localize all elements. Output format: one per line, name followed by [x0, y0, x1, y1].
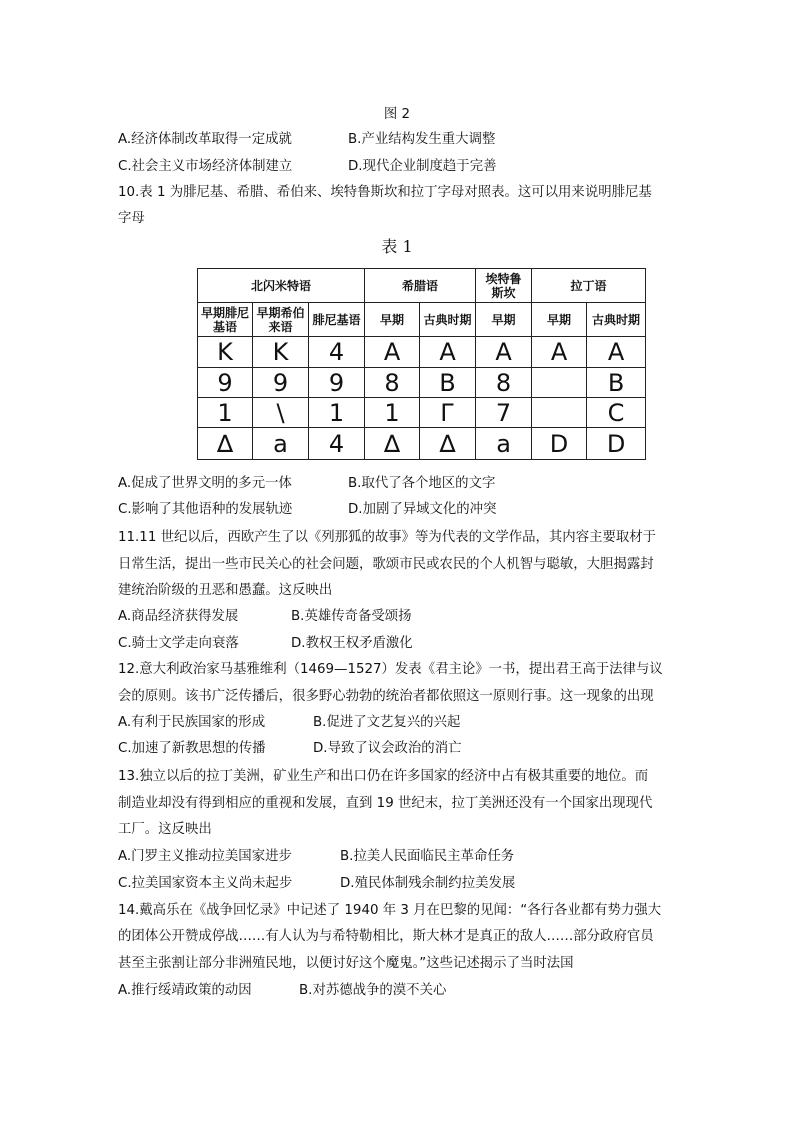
glyph-cell: 9	[253, 368, 309, 398]
q12-stem-line-1: 12.意大利政治家马基雅维利（1469—1527）发表《君主论》一书，提出君王高于法律与议	[118, 662, 663, 677]
glyph-cell: ∆	[420, 428, 476, 460]
q13-option-d: D.殖民体制残余制约拉美发展	[340, 876, 516, 891]
group-header-greek: 希腊语	[365, 269, 476, 303]
glyph-cell: A	[532, 337, 587, 368]
q12-option-c: C.加速了新教思想的传播	[118, 741, 266, 756]
subheader-label: 早期希伯来语	[256, 305, 305, 334]
glyph-cell: B	[587, 368, 646, 398]
q13-stem-line-2: 制造业却没有得到相应的重视和发展，直到 19 世纪末，拉丁美洲还没有一个国家出现现代	[118, 796, 653, 811]
glyph-cell: B	[420, 368, 476, 398]
subheader-greek-classical: 古典时期	[420, 303, 476, 337]
glyph-cell: 1	[365, 398, 420, 428]
glyph-cell: 1	[309, 398, 365, 428]
subheader-label: 早期腓尼基语	[201, 305, 250, 334]
glyph-cell: D	[532, 428, 587, 460]
subheader-etruscan-early: 早期	[476, 303, 532, 337]
glyph-cell	[532, 398, 587, 428]
glyph-cell: K	[253, 337, 309, 368]
glyph-cell: A	[420, 337, 476, 368]
q11-option-a: A.商品经济获得发展	[118, 609, 239, 624]
subheader-latin-classical: 古典时期	[587, 303, 646, 337]
glyph-cell: A	[476, 337, 532, 368]
q10-option-c: C.影响了其他语种的发展轨迹	[118, 502, 293, 517]
q12-option-a: A.有利于民族国家的形成	[118, 715, 266, 730]
glyph-cell: ∆	[198, 428, 253, 460]
q11-stem-line-1: 11.11 世纪以后，西欧产生了以《列那狐的故事》等为代表的文学作品，其内容主要取材于	[118, 530, 657, 545]
group-header-etruscan	[476, 269, 532, 303]
glyph-cell: 7	[476, 398, 532, 428]
glyph-cell: 9	[309, 368, 365, 398]
q10-stem-line-2: 字母	[118, 211, 145, 226]
q10-option-b: B.取代了各个地区的文字	[348, 476, 496, 491]
glyph-cell: 8	[365, 368, 420, 398]
q9-option-c: C.社会主义市场经济体制建立	[118, 159, 293, 174]
q14-option-b: B.对苏德战争的漠不关心	[299, 983, 447, 998]
q13-stem-line-3: 工厂。这反映出	[118, 822, 212, 837]
subheader-early-hebrew	[253, 303, 309, 337]
q11-option-c: C.骑士文学走向衰落	[118, 636, 239, 651]
q12-option-b: B.促进了文艺复兴的兴起	[313, 715, 461, 730]
q9-option-a: A.经济体制改革取得一定成就	[118, 132, 292, 147]
glyph-cell: Г	[420, 398, 476, 428]
glyph-cell	[532, 368, 587, 398]
q10-option-d: D.加剧了异域文化的冲突	[348, 502, 497, 517]
subheader-greek-early: 早期	[365, 303, 420, 337]
glyph-cell: a	[253, 428, 309, 460]
figure-caption: 图 2	[383, 107, 411, 122]
q14-stem-line-1: 14.戴高乐在《战争回忆录》中记述了 1940 年 3 月在巴黎的见闻：“各行各业都有势力强大	[118, 903, 662, 918]
q10-option-a: A.促成了世界文明的多元一体	[118, 476, 292, 491]
q9-option-b: B.产业结构发生重大调整	[348, 132, 496, 147]
group-header-latin: 拉丁语	[532, 269, 646, 303]
glyph-cell: D	[587, 428, 646, 460]
q14-stem-line-2: 的团体公开赞成停战……有人认为与希特勒相比，斯大林才是真正的敌人……部分政府官员	[118, 929, 654, 944]
q11-option-b: B.英雄传奇备受颂扬	[291, 609, 412, 624]
q13-option-c: C.拉美国家资本主义尚未起步	[118, 876, 293, 891]
glyph-cell: 4	[309, 337, 365, 368]
subheader-latin-early: 早期	[532, 303, 587, 337]
glyph-cell: A	[365, 337, 420, 368]
q11-stem-line-2: 日常生活，提出一些市民关心的社会问题，歌颂市民或农民的个人机智与聪敏，大胆揭露封	[118, 557, 654, 572]
q14-option-a: A.推行绥靖政策的动因	[118, 983, 252, 998]
table-row	[198, 398, 646, 428]
table-row	[198, 368, 646, 398]
glyph-cell: ∆	[365, 428, 420, 460]
alphabet-comparison-table	[197, 268, 646, 460]
table-row	[198, 337, 646, 368]
q11-option-d: D.教权王权矛盾激化	[291, 636, 413, 651]
table-title: 表 1	[381, 237, 413, 256]
glyph-cell: K	[198, 337, 253, 368]
q14-stem-line-3: 甚至主张割让部分非洲殖民地，以便讨好这个魔鬼。”这些记述揭示了当时法国	[118, 956, 574, 971]
glyph-cell: 9	[198, 368, 253, 398]
table-row	[198, 428, 646, 460]
q13-stem-line-1: 13.独立以后的拉丁美洲，矿业生产和出口仍在许多国家的经济中占有极其重要的地位。而	[118, 769, 649, 784]
glyph-cell: 8	[476, 368, 532, 398]
group-header-north-semitic: 北闪米特语	[198, 269, 365, 303]
q10-stem-line-1: 10.表 1 为腓尼基、希腊、希伯来、埃特鲁斯坎和拉丁字母对照表。这可以用来说明腓尼基	[118, 185, 652, 200]
q13-option-a: A.门罗主义推动拉美国家进步	[118, 849, 292, 864]
glyph-cell: 4	[309, 428, 365, 460]
q9-option-d: D.现代企业制度趋于完善	[348, 159, 497, 174]
q12-stem-line-2: 会的原则。该书广泛传播后，很多野心勃勃的统治者都依照这一原则行事。这一现象的出现	[118, 689, 654, 704]
subheader-early-phoenician	[198, 303, 253, 337]
glyph-cell: \	[253, 398, 309, 428]
group-header-etruscan-label: 埃特鲁斯坎	[485, 271, 522, 300]
glyph-cell: a	[476, 428, 532, 460]
q11-stem-line-3: 建统治阶级的丑恶和愚蠢。这反映出	[118, 583, 333, 598]
subheader-phoenician: 腓尼基语	[309, 303, 365, 337]
glyph-cell: C	[587, 398, 646, 428]
glyph-cell: A	[587, 337, 646, 368]
q13-option-b: B.拉美人民面临民主革命任务	[340, 849, 515, 864]
glyph-cell: 1	[198, 398, 253, 428]
q12-option-d: D.导致了议会政治的消亡	[313, 741, 462, 756]
